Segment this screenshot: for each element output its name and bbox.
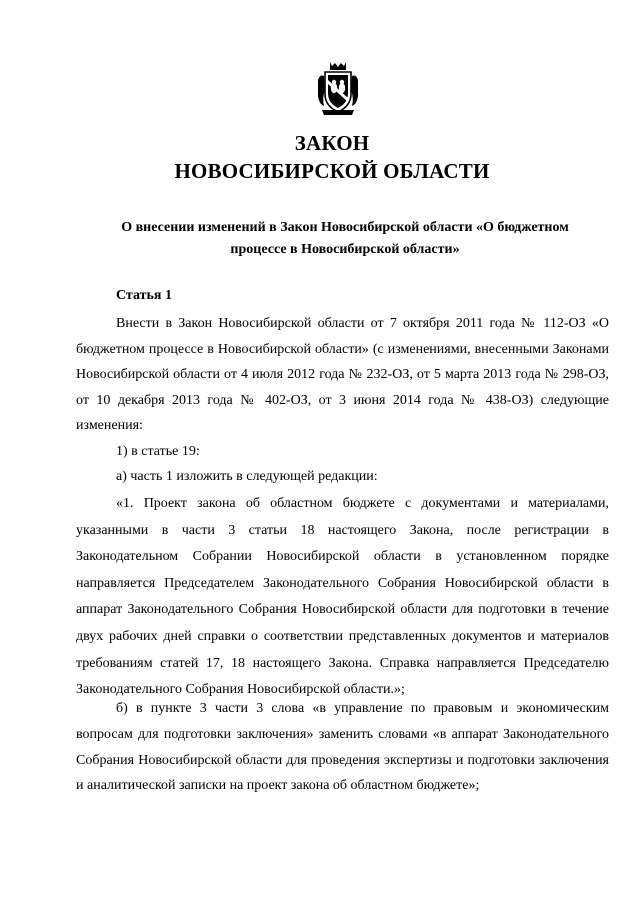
law-title-line2: НОВОСИБИРСКОЙ ОБЛАСТИ	[174, 159, 490, 183]
article-body-part3	[76, 696, 609, 799]
article-body-part1	[76, 311, 609, 490]
article-heading: Статья 1	[116, 288, 172, 303]
paragraph-item-1: 1) в статье 19:	[116, 443, 200, 459]
law-title-line1: ЗАКОН	[294, 131, 370, 155]
paragraph-subitem-b: б) в пункте 3 части 3 слова «в управление по правовым и экономическим вопросам для подготовки заключения» заменить словами «в аппарат Законодательного Собрания Новосибирской области для проведения экспертизы и подготовки заключения и аналитической записки на проект закона об областном бюджете»;	[76, 701, 609, 794]
paragraph-quoted-text: «1. Проект закона об областном бюджете с документами и материалами, указанными в части 3 статьи 18 настоящего Закона, после регистрации в Законодательном Собрании Новосибирской области в установленном порядке направляется Председателем Законодательного Собрания Новосибирской области в аппарат Законодательного Собрания Новосибирской области для подготовки в течение двух рабочих дней справки о соответствии представленных документов и материалов требованиям статей 17, 18 настоящего Закона. Справка направляется Председателю Законодательного Собрания Новосибирской области.»;	[76, 496, 609, 698]
coat-of-arms-icon	[316, 60, 360, 116]
paragraph-intro: Внести в Закон Новосибирской области от 7 октября 2011 года № 112-ОЗ «О бюджетном процессе в Новосибирской области» (с изменениями, внесенными Законами Новосибирской области от 4 июля 2012 года № 232-ОЗ, от 5 марта 2013 года № 298-ОЗ, от 10 декабря 2013 года № 402-ОЗ, от 3 июня 2014 года № 438-ОЗ) следующие изменения:	[76, 316, 609, 433]
paragraph-subitem-a: а) часть 1 изложить в следующей редакции:	[116, 469, 378, 484]
law-subject: О внесении изменений в Закон Новосибирской области «О бюджетном процессе в Новосибирской области»	[121, 220, 569, 257]
article-body-part2	[76, 491, 609, 704]
